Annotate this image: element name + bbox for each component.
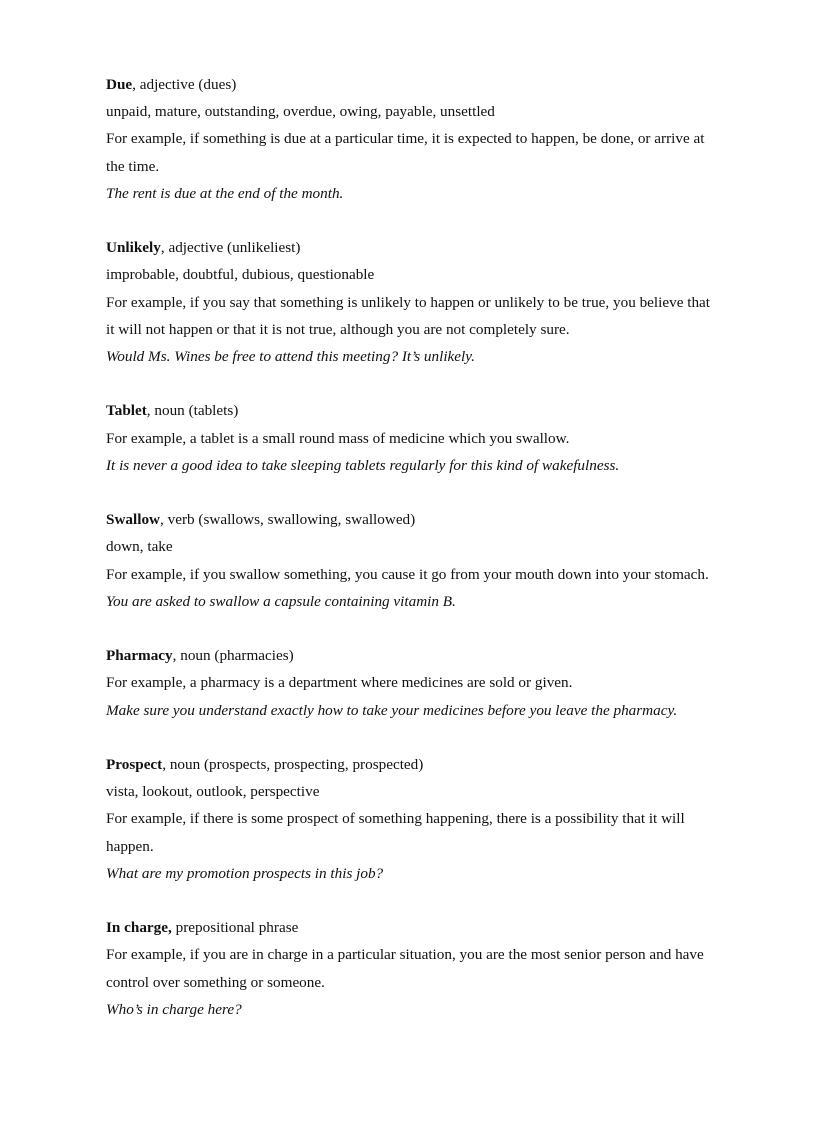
entry-tablet xyxy=(106,397,716,479)
entry-heading xyxy=(106,642,716,669)
synonyms: vista, lookout, outlook, perspective xyxy=(106,783,320,801)
entry-heading xyxy=(106,397,716,424)
headword: Unlikely xyxy=(106,239,161,257)
grammar-info: , verb (swallows, swallowing, swallowed) xyxy=(160,511,416,529)
grammar-info: , adjective (unlikeliest) xyxy=(160,239,301,257)
grammar-info: , noun (pharmacies) xyxy=(172,647,294,665)
example-sentence: It is never a good idea to take sleeping tablets regularly for this kind of wakefulness. xyxy=(106,456,620,474)
headword: Swallow xyxy=(106,511,161,529)
grammar-info: , noun (tablets) xyxy=(146,402,239,420)
entry-heading xyxy=(106,234,716,261)
definition: For example, if you swallow something, you cause it go from your mouth down into your stomach. xyxy=(106,565,709,583)
entry-heading xyxy=(106,506,716,533)
definition: For example, a tablet is a small round mass of medicine which you swallow. xyxy=(106,429,570,447)
entry-due xyxy=(106,71,716,207)
definition: For example, if there is some prospect of something happening, there is a possibility that it will happen. xyxy=(106,810,685,855)
headword-suffix: , xyxy=(168,919,172,937)
headword: Prospect xyxy=(106,756,163,773)
definition: For example, if you are in charge in a particular situation, you are the most senior person and have control over something or someone. xyxy=(106,946,704,991)
grammar-info: , adjective (dues) xyxy=(132,76,237,93)
example-sentence: The rent is due at the end of the month. xyxy=(106,184,344,202)
entry-pharmacy xyxy=(106,642,716,724)
synonyms: improbable, doubtful, dubious, questionable xyxy=(106,266,375,284)
example-sentence: Make sure you understand exactly how to take your medicines before you leave the pharmacy. xyxy=(106,701,678,719)
definition: For example, a pharmacy is a department where medicines are sold or given. xyxy=(106,674,573,692)
headword: Tablet xyxy=(106,402,147,420)
entry-prospect xyxy=(106,751,716,887)
headword: Due xyxy=(106,76,133,93)
headword: In charge xyxy=(106,919,169,937)
definition: For example, if you say that something is unlikely to happen or unlikely to be true, you believe that it will not happen or that it is not true, although you are not completely sure. xyxy=(106,293,710,338)
synonyms: down, take xyxy=(106,538,173,556)
entry-in-charge xyxy=(106,914,716,1023)
example-sentence: You are asked to swallow a capsule containing vitamin B. xyxy=(106,592,456,610)
example-sentence: Would Ms. Wines be free to attend this meeting? It’s unlikely. xyxy=(106,348,475,366)
entry-unlikely xyxy=(106,234,716,370)
example-sentence: What are my promotion prospects in this job? xyxy=(106,864,384,882)
headword: Pharmacy xyxy=(106,647,173,665)
entry-heading xyxy=(106,751,716,778)
example-sentence: Who’s in charge here? xyxy=(106,1000,242,1018)
entry-swallow xyxy=(106,506,716,615)
synonyms: unpaid, mature, outstanding, overdue, owing, payable, unsettled xyxy=(106,103,495,121)
entry-heading xyxy=(106,914,716,941)
grammar-info: prepositional phrase xyxy=(171,919,299,937)
entry-heading xyxy=(106,71,716,98)
definition: For example, if something is due at a particular time, it is expected to happen, be done, or arrive at the time. xyxy=(106,130,705,175)
grammar-info: , noun (prospects, prospecting, prospected) xyxy=(162,756,424,773)
vocabulary-list xyxy=(106,71,716,1050)
